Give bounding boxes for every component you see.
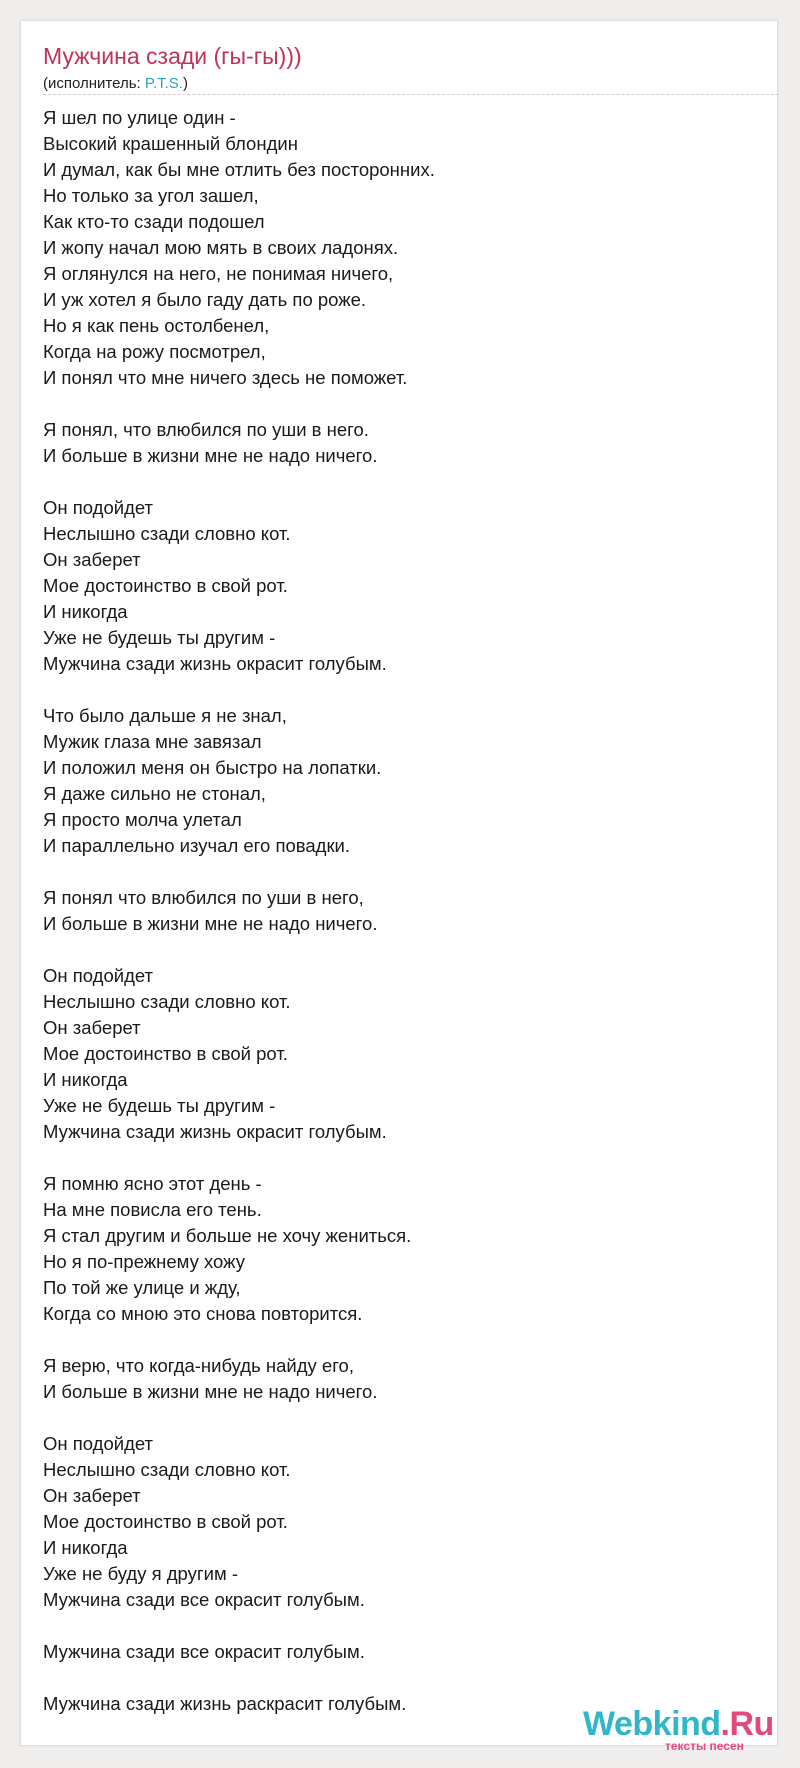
lyric-line: Он подойдет	[43, 497, 154, 518]
artist-suffix: )	[182, 75, 188, 92]
lyric-line: Мужчина сзади жизнь раскрасит голубым.	[43, 1693, 407, 1714]
lyric-line: Высокий крашенный блондин	[43, 133, 298, 154]
lyric-line: Мужчина сзади все окрасит голубым.	[43, 1641, 365, 1662]
lyric-line: Он заберет	[43, 549, 141, 570]
lyric-line: И параллельно изучал его повадки.	[43, 835, 351, 856]
lyric-line: Мое достоинство в свой рот.	[43, 1043, 288, 1064]
lyric-line: И жопу начал мою мять в своих ладонях.	[43, 237, 399, 258]
lyric-line: Я стал другим и больше не хочу жениться.	[43, 1225, 412, 1246]
stanza	[43, 105, 763, 391]
lyric-line: И больше в жизни мне не надо ничего.	[43, 445, 378, 466]
lyric-line: И никогда	[43, 1537, 128, 1558]
lyric-line: Уже не будешь ты другим -	[43, 627, 276, 648]
lyric-line: Неслышно сзади словно кот.	[43, 523, 291, 544]
stanza	[43, 1431, 763, 1613]
lyric-line: Мое достоинство в свой рот.	[43, 575, 288, 596]
stanza	[43, 495, 763, 677]
lyric-line: Но я по-прежнему хожу	[43, 1251, 245, 1272]
lyric-line: И уж хотел я было гаду дать по роже.	[43, 289, 367, 310]
lyric-line: Я верю, что когда-нибудь найду его,	[43, 1355, 354, 1376]
webkind-logo[interactable]	[583, 1705, 783, 1755]
stanza	[43, 417, 763, 469]
lyric-line: И никогда	[43, 601, 128, 622]
lyric-line: И понял что мне ничего здесь не поможет.	[43, 367, 408, 388]
stanza	[43, 703, 763, 859]
lyric-line: Мужик глаза мне завязал	[43, 731, 262, 752]
lyrics-body	[43, 105, 763, 1743]
lyrics-card	[20, 20, 778, 1753]
lyric-line: Он заберет	[43, 1485, 141, 1506]
lyric-line: Он подойдет	[43, 1433, 154, 1454]
lyric-line: Я шел по улице один -	[43, 107, 236, 128]
lyric-line: Уже не буду я другим -	[43, 1563, 238, 1584]
lyric-line: Я понял, что влюбился по уши в него.	[43, 419, 369, 440]
artist-prefix: (исполнитель:	[43, 75, 145, 92]
lyric-line: Когда со мною это снова повторится.	[43, 1303, 363, 1324]
stanza	[43, 885, 763, 937]
lyric-line: Я понял что влюбился по уши в него,	[43, 887, 364, 908]
lyric-line: Я даже сильно не стонал,	[43, 783, 266, 804]
lyric-line: Но только за угол зашел,	[43, 185, 259, 206]
lyric-line: Я помню ясно этот день -	[43, 1173, 262, 1194]
logo-tld: .Ru	[720, 1705, 774, 1743]
lyric-line: Когда на рожу посмотрел,	[43, 341, 266, 362]
stanza	[43, 1639, 763, 1665]
lyric-line: Что было дальше я не знал,	[43, 705, 287, 726]
lyric-line: Он заберет	[43, 1017, 141, 1038]
lyric-line: По той же улице и жду,	[43, 1277, 241, 1298]
lyric-line: И положил меня он быстро на лопатки.	[43, 757, 382, 778]
logo-tagline: тексты песен	[665, 1739, 744, 1753]
lyric-line: На мне повисла его тень.	[43, 1199, 262, 1220]
lyric-line: И больше в жизни мне не надо ничего.	[43, 913, 378, 934]
song-title: Мужчина сзади (гы-гы)))	[43, 43, 302, 69]
stanza	[43, 1353, 763, 1405]
lyric-line: Мужчина сзади все окрасит голубым.	[43, 1589, 365, 1610]
lyric-line: Неслышно сзади словно кот.	[43, 1459, 291, 1480]
artist-line	[43, 75, 188, 92]
lyric-line: Я оглянулся на него, не понимая ничего,	[43, 263, 394, 284]
lyric-line: Неслышно сзади словно кот.	[43, 991, 291, 1012]
artist-link[interactable]: P.T.S.	[144, 75, 183, 92]
lyric-line: Мое достоинство в свой рот.	[43, 1511, 288, 1532]
lyric-line: И больше в жизни мне не надо ничего.	[43, 1381, 378, 1402]
lyric-line: И думал, как бы мне отлить без посторонних.	[43, 159, 435, 180]
lyric-line: Как кто-то сзади подошел	[43, 211, 265, 232]
lyric-line: Мужчина сзади жизнь окрасит голубым.	[43, 653, 387, 674]
lyric-line: Мужчина сзади жизнь окрасит голубым.	[43, 1121, 387, 1142]
lyric-line: Он подойдет	[43, 965, 154, 986]
lyric-line: Уже не будешь ты другим -	[43, 1095, 276, 1116]
lyric-line: Я просто молча улетал	[43, 809, 242, 830]
stanza	[43, 963, 763, 1145]
header-divider	[43, 94, 779, 95]
logo-name: Webkind	[583, 1705, 721, 1743]
stanza	[43, 1171, 763, 1327]
lyric-line: И никогда	[43, 1069, 128, 1090]
lyric-line: Но я как пень остолбенел,	[43, 315, 270, 336]
